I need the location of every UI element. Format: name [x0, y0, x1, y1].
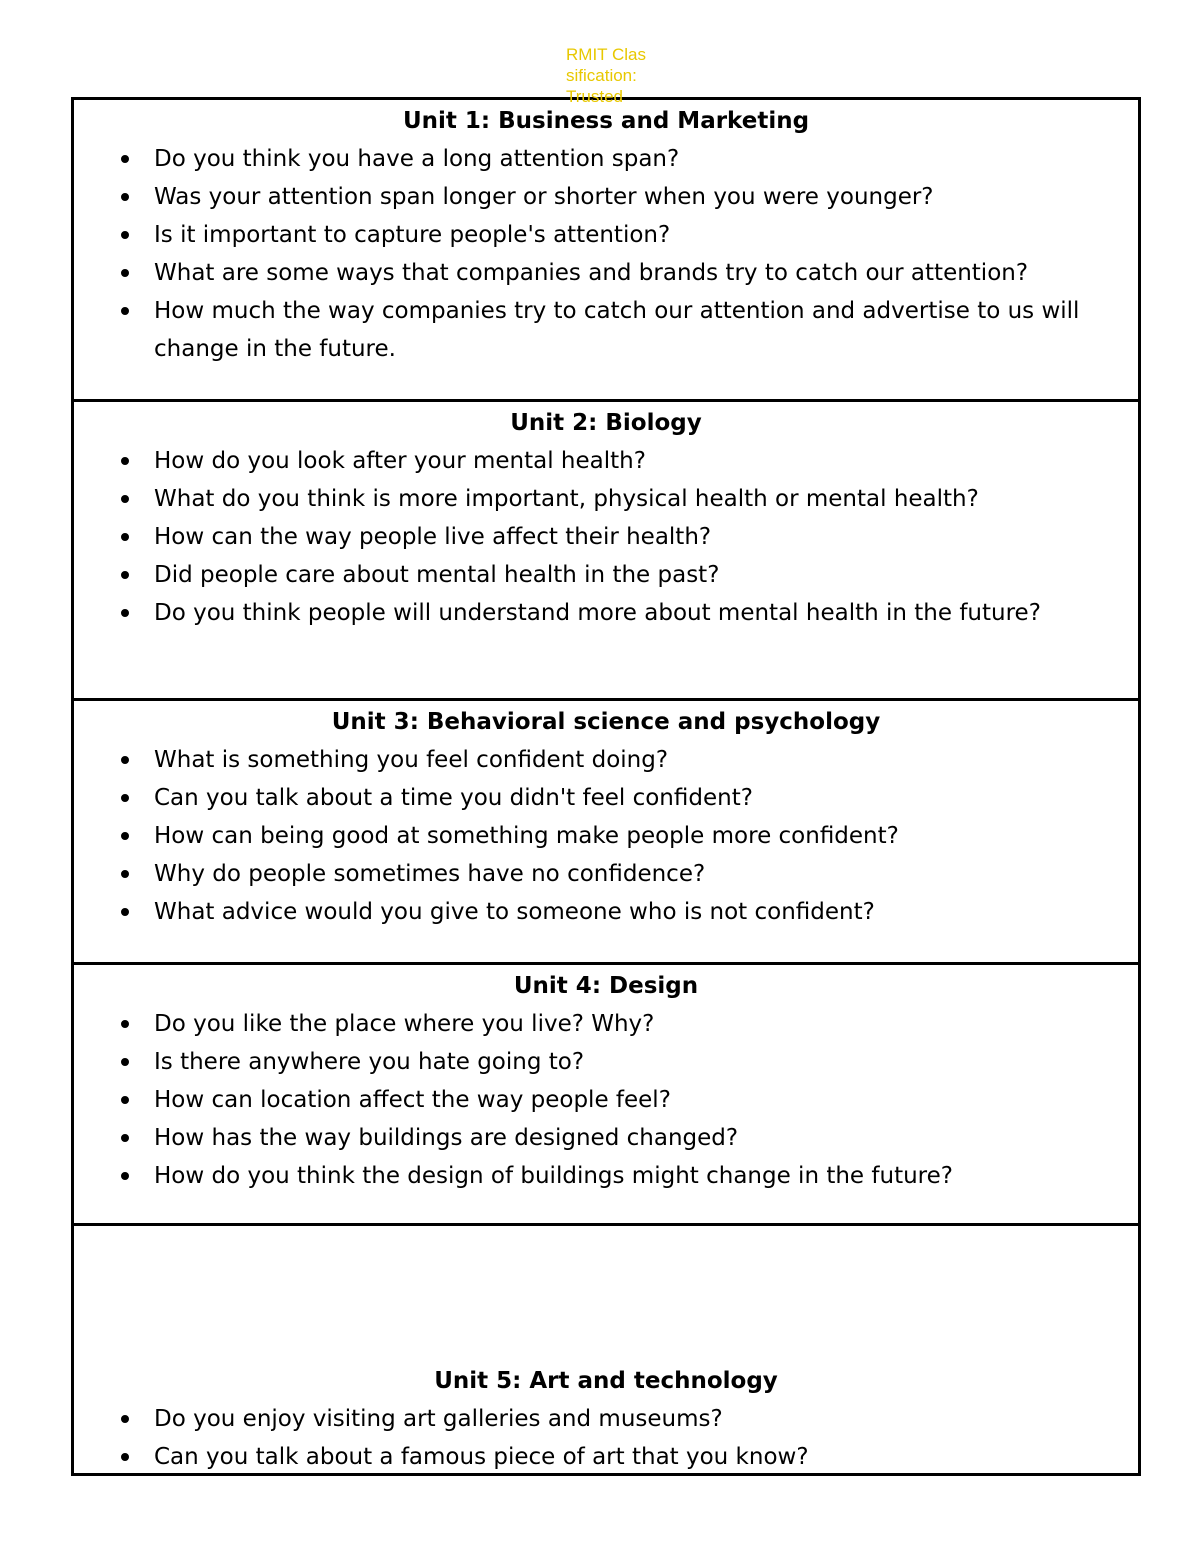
unit-5-question-list [116, 1400, 1124, 1476]
unit-3-title: Unit 3: Behavioral science and psychology [331, 709, 881, 735]
unit-4-section [74, 962, 1138, 1223]
unit-1-title: Unit 1: Business and Marketing [402, 108, 810, 134]
question-item: Did people care about mental health in the past? [116, 556, 1124, 594]
unit-1-question-list [116, 140, 1124, 368]
question-item: Was your attention span longer or shorter when you were younger? [116, 178, 1124, 216]
question-item: How can being good at something make people more confident? [116, 817, 1124, 855]
question-item: Do you think people will understand more about mental health in the future? [116, 594, 1124, 632]
unit-5-section [74, 1223, 1138, 1473]
unit-3-section [74, 698, 1138, 962]
question-item: How do you think the design of buildings might change in the future? [116, 1157, 1124, 1195]
question-item: Why do people sometimes have no confidence? [116, 855, 1124, 893]
question-table [71, 97, 1141, 1476]
unit-4-question-list [116, 1005, 1124, 1195]
question-item: What advice would you give to someone who is not confident? [116, 893, 1124, 931]
question-item: How has the way buildings are designed changed? [116, 1119, 1124, 1157]
classification-label: RMIT Classification: Trusted [566, 45, 646, 106]
unit-5-title: Unit 5: Art and technology [434, 1368, 778, 1394]
question-item: What is something you feel confident doing? [116, 741, 1124, 779]
question-item: How much the way companies try to catch our attention and advertise to us will change in the future. [116, 292, 1124, 368]
question-item: How can location affect the way people feel? [116, 1081, 1124, 1119]
unit-2-title: Unit 2: Biology [510, 410, 702, 436]
unit-1-section [74, 100, 1138, 399]
unit-2-section [74, 399, 1138, 698]
question-item: Do you enjoy visiting art galleries and museums? [116, 1400, 1124, 1438]
question-item: Is there anywhere you hate going to? [116, 1043, 1124, 1081]
question-item: Can you talk about a time you didn't feel confident? [116, 779, 1124, 817]
question-item: Do you like the place where you live? Why? [116, 1005, 1124, 1043]
question-item: How can the way people live affect their health? [116, 518, 1124, 556]
question-item: How do you look after your mental health? [116, 442, 1124, 480]
question-item: Is it important to capture people's attention? [116, 216, 1124, 254]
unit-2-question-list [116, 442, 1124, 632]
unit-4-title: Unit 4: Design [513, 973, 699, 999]
unit-3-question-list [116, 741, 1124, 931]
question-item: Do you think you have a long attention span? [116, 140, 1124, 178]
question-item: Can you talk about a famous piece of art that you know? [116, 1438, 1124, 1476]
question-item: What are some ways that companies and brands try to catch our attention? [116, 254, 1124, 292]
question-item: What do you think is more important, physical health or mental health? [116, 480, 1124, 518]
